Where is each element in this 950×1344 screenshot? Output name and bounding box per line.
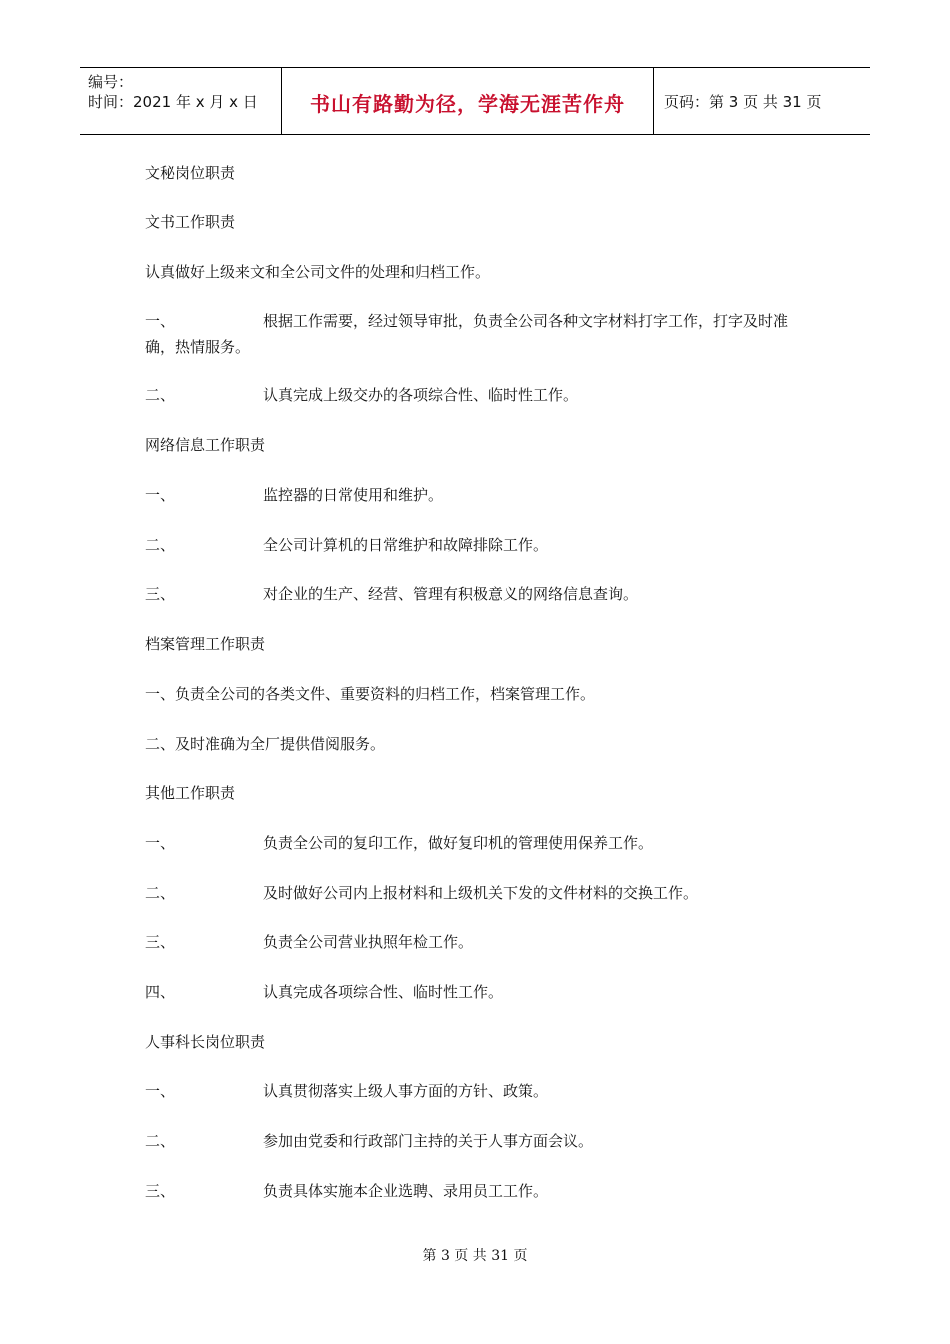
list-text: 认真完成各项综合性、临时性工作。 bbox=[263, 983, 504, 1001]
list-item bbox=[145, 1078, 548, 1104]
list-item bbox=[145, 308, 810, 360]
list-item bbox=[145, 880, 698, 906]
list-number: 一、 bbox=[145, 312, 176, 330]
list-number: 四、 bbox=[145, 983, 176, 1001]
list-number: 一、 bbox=[145, 486, 176, 504]
subsection-heading: 网络信息工作职责 bbox=[145, 436, 266, 454]
list-item bbox=[145, 1128, 593, 1154]
list-text: 参加由党委和行政部门主持的关于人事方面会议。 bbox=[263, 1132, 594, 1150]
header-page-number: 页码：第 3 页 共 31 页 bbox=[664, 92, 822, 111]
list-item bbox=[145, 382, 578, 408]
list-text: 全公司计算机的日常维护和故障排除工作。 bbox=[263, 536, 549, 554]
page-footer: 第 3 页 共 31 页 bbox=[422, 1248, 528, 1264]
list-number: 二、 bbox=[145, 884, 176, 902]
date-label: 时间：2021 年 x 月 x 日 bbox=[88, 93, 258, 111]
paragraph: 二、及时准确为全厂提供借阅服务。 bbox=[145, 735, 386, 753]
section-heading: 人事科长岗位职责 bbox=[145, 1033, 266, 1051]
list-number: 一、 bbox=[145, 834, 176, 852]
list-item bbox=[145, 929, 473, 955]
list-item bbox=[145, 532, 548, 558]
list-text: 负责具体实施本企业选聘、录用员工工作。 bbox=[263, 1182, 549, 1200]
list-text: 负责全公司营业执照年检工作。 bbox=[263, 933, 474, 951]
paragraph: 一、负责全公司的各类文件、重要资料的归档工作，档案管理工作。 bbox=[145, 685, 596, 703]
list-text: 认真完成上级交办的各项综合性、临时性工作。 bbox=[263, 386, 579, 404]
serial-label: 编号： bbox=[88, 73, 134, 91]
list-number: 二、 bbox=[145, 1132, 176, 1150]
list-number: 一、 bbox=[145, 1082, 176, 1100]
list-item bbox=[145, 482, 443, 508]
list-item bbox=[145, 979, 503, 1005]
list-item bbox=[145, 830, 653, 856]
list-text: 根据工作需要，经过领导审批，负责全公司各种文字材料打字工作，打字及时准确，热情服务。 bbox=[145, 312, 789, 356]
header-meta bbox=[80, 68, 282, 134]
list-text: 监控器的日常使用和维护。 bbox=[263, 486, 444, 504]
list-item bbox=[145, 1178, 548, 1204]
list-number: 三、 bbox=[145, 933, 176, 951]
page-header bbox=[80, 67, 870, 135]
list-text: 对企业的生产、经营、管理有积极意义的网络信息查询。 bbox=[263, 585, 639, 603]
paragraph: 认真做好上级来文和全公司文件的处理和归档工作。 bbox=[145, 263, 491, 281]
list-number: 二、 bbox=[145, 536, 176, 554]
subsection-heading: 其他工作职责 bbox=[145, 784, 236, 802]
list-text: 及时做好公司内上报材料和上级机关下发的文件材料的交换工作。 bbox=[263, 884, 699, 902]
list-number: 二、 bbox=[145, 386, 176, 404]
header-motto: 书山有路勤为径，学海无涯苦作舟 bbox=[282, 68, 654, 134]
subsection-heading: 档案管理工作职责 bbox=[145, 635, 266, 653]
list-number: 三、 bbox=[145, 585, 176, 603]
subsection-heading: 文书工作职责 bbox=[145, 213, 236, 231]
section-heading: 文秘岗位职责 bbox=[145, 164, 236, 182]
list-number: 三、 bbox=[145, 1182, 176, 1200]
list-text: 负责全公司的复印工作，做好复印机的管理使用保养工作。 bbox=[263, 834, 654, 852]
list-text: 认真贯彻落实上级人事方面的方针、政策。 bbox=[263, 1082, 549, 1100]
list-item bbox=[145, 581, 638, 607]
